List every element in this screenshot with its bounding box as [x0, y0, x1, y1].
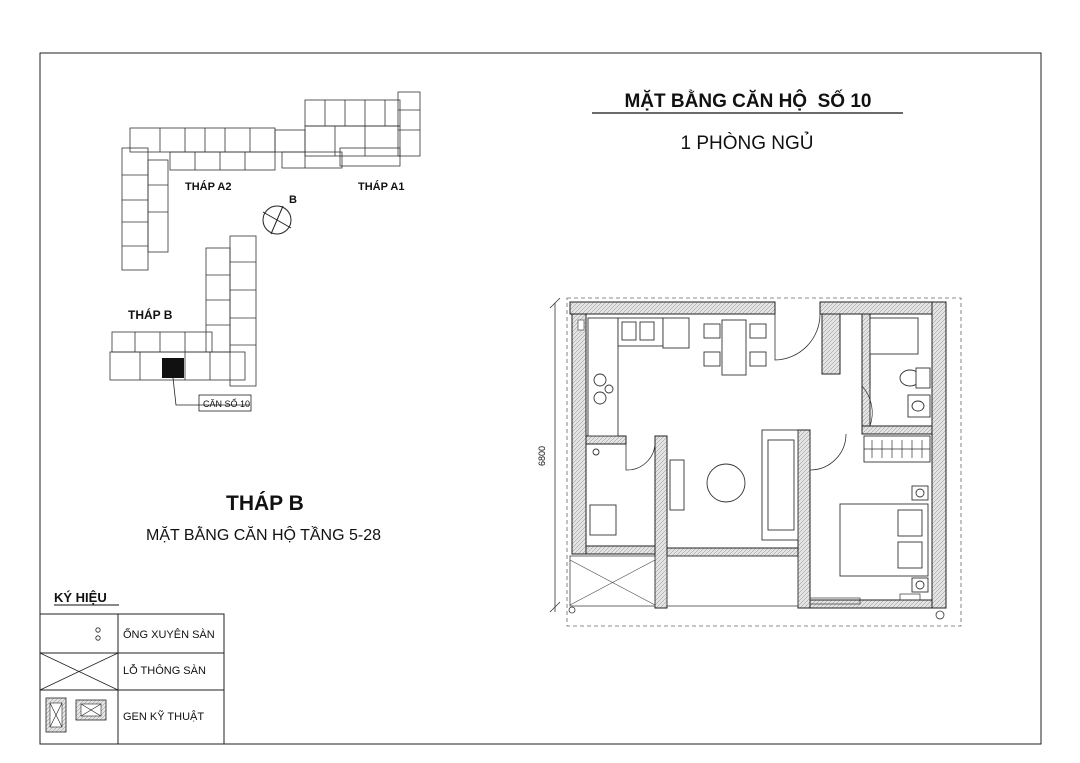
floor-plan — [550, 298, 961, 626]
site-label-tower-b: THÁP B — [128, 308, 173, 322]
dining-table — [704, 320, 766, 375]
site-label-tower-a2: THÁP A2 — [185, 181, 232, 193]
tower-subheading: MẶT BẰNG CĂN HỘ TẦNG 5-28 — [146, 527, 382, 544]
legend-item-label: ỐNG XUYÊN SÀN — [123, 629, 215, 641]
plan-dimension-label: 6800 — [537, 445, 547, 467]
living-furniture — [670, 430, 798, 540]
floor-opening-icon — [40, 653, 118, 690]
utility-fixtures — [590, 449, 616, 535]
sheet-subtitle: 1 PHÒNG NGỦ — [680, 133, 814, 154]
unit-10-highlight — [162, 358, 184, 378]
kitchen-counter — [588, 318, 689, 436]
unit-callout-label: CĂN SỐ 10 — [203, 399, 251, 409]
pipe-icon — [96, 628, 100, 640]
bathroom-fixtures — [862, 318, 930, 426]
compass-icon — [263, 206, 291, 234]
bed — [840, 486, 928, 592]
site-label-tower-a1: THÁP A1 — [358, 181, 405, 193]
technical-shaft-icon — [46, 698, 106, 732]
sheet-title: MẶT BẰNG CĂN HỘ SỐ 10 — [624, 91, 872, 112]
legend-heading: KÝ HIỆU — [54, 590, 107, 605]
legend-item-label: LỖ THÔNG SÀN — [123, 665, 206, 677]
compass-letter: B — [289, 194, 297, 206]
wardrobe — [864, 436, 930, 462]
tower-heading: THÁP B — [226, 492, 304, 515]
legend-item-label: GEN KỸ THUẬT — [123, 711, 205, 723]
site-plan — [110, 92, 420, 411]
